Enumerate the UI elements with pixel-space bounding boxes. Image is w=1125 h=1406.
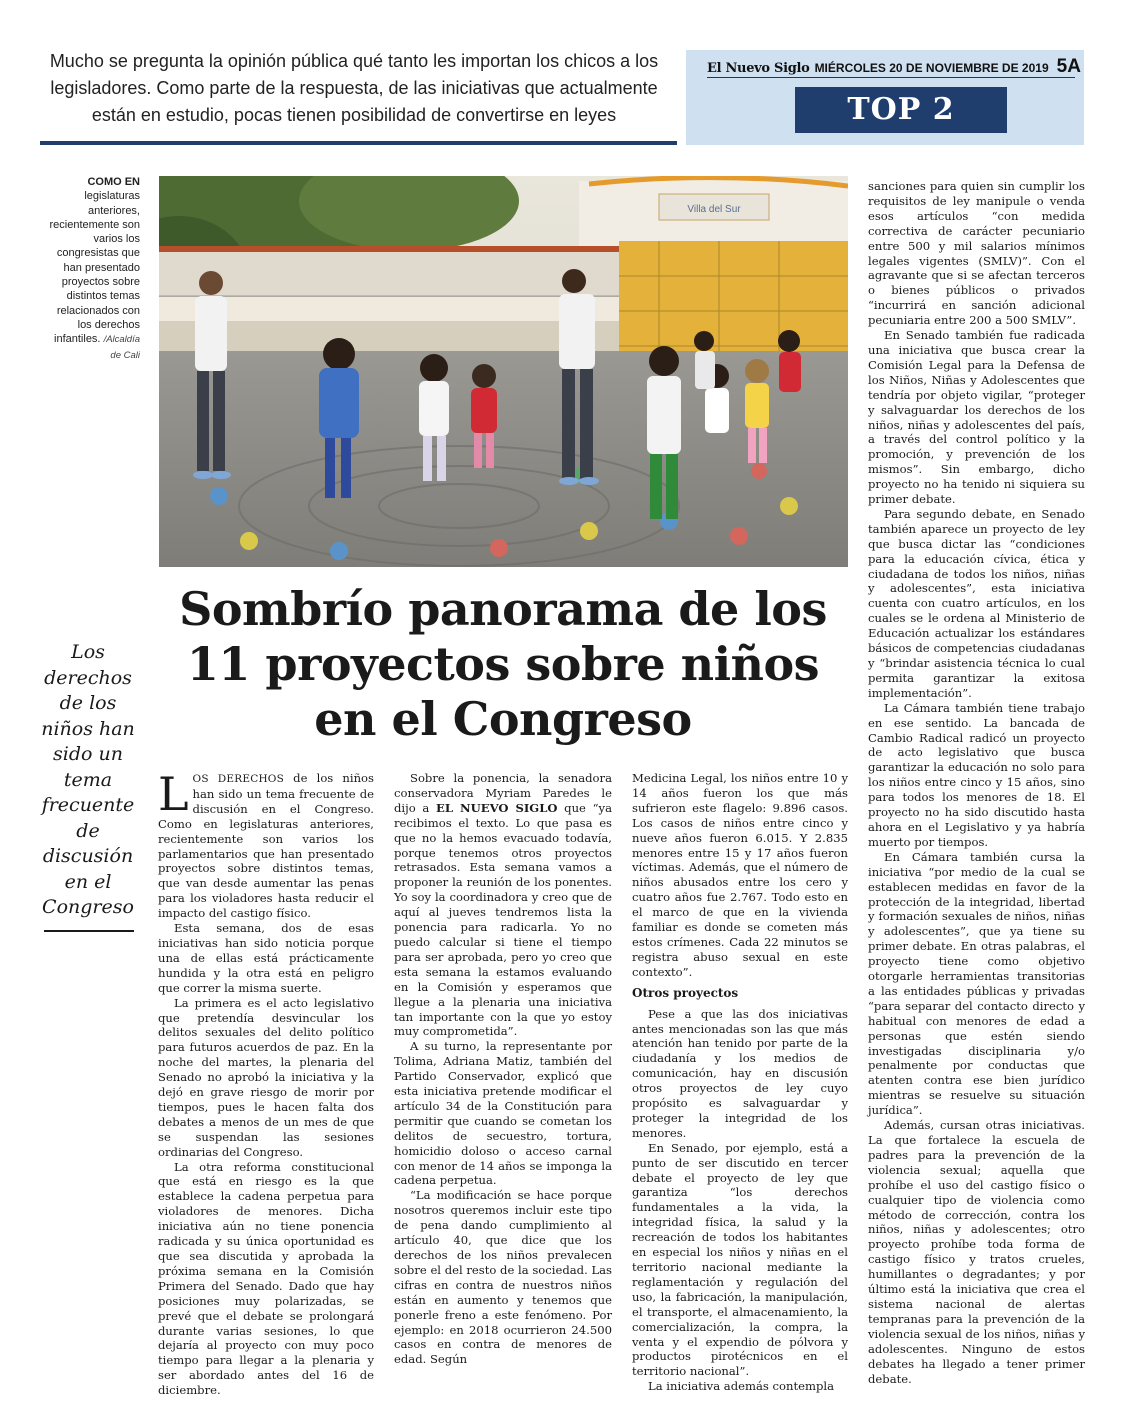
caption-body: legislaturas anteriores, recientemente son varios los congresistas que han presentado proyectos sobre distintos temas relacionados con los derechos infantiles. bbox=[49, 190, 140, 346]
article-paragraph: La otra reforma constitucional que está en riesgo es la que establece la cadena perpetua para violadores de menores. Dicha iniciativa aún no tiene ponencia radicada y su única oportunidad es que sea discutida y aprobada la próxima semana en la Comisión Primera del Senado. Dado que hay posiciones muy polarizadas, se prevé que el debate se prolongará durante varias sesiones, lo que dejaría al proyecto con muy poco tiempo para llegar a la plenaria y ser abordado antes del 16 de diciembre. bbox=[158, 1159, 374, 1398]
article-paragraph: En Senado también fue radicada una iniciativa que busca crear la Comisión Legal para la Defensa de los Niños, Niñas y Adolescentes que tendría por objeto vigilar, “proteger y salvaguardar los derechos de los niños, niñas y adolescentes del país, a través del control político y la promoción, y prevención de los mismos”. Sin embargo, dicho proyecto no ha tenido ni siquiera su primer debate. bbox=[868, 328, 1085, 507]
playground-scene-image bbox=[159, 176, 848, 567]
article-paragraph: “La modificación se hace porque nosotros queremos incluir este tipo de pena dando cumplimiento al artículo 40, que dice que los derechos de los niños prevalecen sobre el del resto de la sociedad. Las cifras en contra de nuestros niños están en aumento y tenemos que ponerle freno a este fenómeno. Por ejemplo: en 2018 ocurrieron 24.500 casos en contra de menores de edad. Según bbox=[394, 1188, 612, 1367]
article-paragraph: La iniciativa además contempla bbox=[648, 1379, 835, 1394]
newspaper-brand: El Nuevo Siglo bbox=[707, 61, 810, 76]
article-paragraph: En Cámara también cursa la iniciativa “por medio de la cual se establecen medidas en favor de la protección de la integridad, libertad y formación sexuales de niños, niñas y adolescentes”, que ya tiene su primer debate. En otras palabras, el proyecto tiene como objetivo otorgarle herramientas transitorias a las entidades públicas y privadas “para separar del contacto directo y habitual con menores de edad a personas que estén siendo investigadas disciplinaria y/o penalmente por conductas que atenten contra ese bien jurídico mientras se resuelve su situación jurídica”. bbox=[868, 849, 1085, 1118]
article-subhead: Otros proyectos bbox=[632, 985, 739, 1000]
article-column-1 bbox=[158, 767, 374, 1398]
issue-date: MIÉRCOLES 20 DE NOVIEMBRE DE 2019 bbox=[814, 61, 1049, 75]
article-paragraph: En Senado, por ejemplo, está a punto de ser discutido en tercer debate el proyecto de ley que garantiza “los derechos fundamentales a la vida, la integridad física, la salud y la recreación de todos los habitantes en especial los niños y niñas en el territorio nacional mediante la reglamentación y regulación del uso, la fabricación, la manipulación, el transporte, el almacenamiento, la comercialización, la compra, la venta y el expendio de pólvora y productos pirotécnicos en el territorio nacional”. bbox=[632, 1140, 848, 1379]
masthead-rule bbox=[707, 77, 1075, 78]
section-badge: TOP 2 bbox=[795, 87, 1007, 133]
article-paragraph: Sobre la ponencia, la senadora conservadora Myriam Paredes le dijo a EL NUEVO SIGLO que “ya recibimos el texto. Lo que pasa es que no la hemos evacuado todavía, porque tenemos otros proyectos retrasados. Esta semana vamos a proponer la reunión de los ponentes. Yo soy la coordinadora y creo que de aquí al jueves tendremos lista la ponencia para radicarla. Yo no puedo calcular si tiene el tiempo para ser aprobada, pero yo creo que esta semana la estamos evaluando en la Comisión y esperamos que llegue a la plenaria una iniciativa tan importante con la que yo estoy muy comprometida”. bbox=[394, 771, 612, 1039]
article-column-2 bbox=[394, 771, 612, 1367]
intro-divider bbox=[40, 141, 677, 145]
page-number: 5A bbox=[1056, 56, 1081, 77]
article-paragraph: Además, cursan otras iniciativas. La que fortalece la escuela de padres para la prevención de la violencia sexual; aquella que prohíbe el uso del castigo físico o cualquier tipo de violencia como método de corrección, contra los niños, niñas y adolescentes; otro proyecto prohíbe toda forma de castigo físico y tratos crueles, humillantes o degradantes; y por último está la iniciativa que crea el sistema nacional de alertas tempranas para la prevención de la violencia sexual de los niños, niñas y adolescentes. Ninguno de estos debates ha llegado a tener primer debate. bbox=[868, 1118, 1085, 1386]
article-paragraph: La primera es el acto legislativo que pretendía desvincular los delitos sexuales del delito político para futuros acuerdos de paz. En la noche del martes, la plenaria del Senado no aprobó la iniciativa y la dejó en grave riesgo de morir por tiempos, pues le hacen falta dos debates a menos de un mes de que se suspendan las sesiones ordinarias del Congreso. bbox=[158, 995, 374, 1159]
article-photo bbox=[159, 176, 848, 567]
photo-credit: /Alcaldía de Cali bbox=[103, 334, 140, 361]
article-paragraph: A su turno, la representante por Tolima, Adriana Matiz, también del Partido Conservador, explicó que esta iniciativa pretende modificar el artículo 34 de la Constitución para permitir que cuando se cometan los delitos de secuestro, tortura, homicidio doloso o acceso carnal con menor de 14 años se imponga la cadena perpetua. bbox=[394, 1039, 612, 1188]
article-column-4 bbox=[868, 179, 1085, 1386]
drop-cap: L bbox=[158, 767, 189, 821]
article-headline: Sombrío panorama de los 11 proyectos sobre niños en el Congreso bbox=[179, 582, 827, 746]
article-paragraph: Medicina Legal, los niños entre 10 y 14 años fueron los que más sufrieron este flagelo: 9.896 casos. Los casos de niños entre cinco y nueve años fueron 6.015. Y 2.835 menores entre 15 y 17 años fueron víctimas. Además, que el número de niños abusados entre los cero y cuatro años fue 2.767. Todo esto en el marco de que en la vivienda familiar es donde se cometen más estos crímenes. Cada 22 minutos se registra abuso sexual en este contexto”. bbox=[632, 771, 848, 979]
caption-lead: COMO EN bbox=[87, 176, 140, 188]
article-paragraph: Para segundo debate, en Senado también aparece un proyecto de ley que busca dictar las “condiciones para la educación cívica, ética y ciudadana de todos los niños, niñas y adolescentes”, esta iniciativa cuenta con cuatro artículos, en los cuales se le ordena al Ministerio de Educación actualizar los estándares básicos de competencias ciudadanas y “brindar asistencia técnica lo cual permita garantizar la exitosa implementación”. bbox=[868, 506, 1085, 700]
article-paragraph: La Cámara también tiene trabajo en ese sentido. La bancada de Cambio Radical radicó un proyecto de acto legislativo que busca garantizar la educación no solo para los niños entre cinco y 15 años, sino para todos los menores de 18. El proyecto no ha sido discutido hasta ahora en el Legislativo y ya habría muerto por tiempos. bbox=[868, 700, 1085, 849]
photo-caption bbox=[46, 175, 140, 363]
article-column-3 bbox=[632, 771, 848, 1394]
masthead bbox=[707, 56, 1081, 78]
article-paragraph: LOS DERECHOS de los niños han sido un tema frecuente de discusión en el Congreso. Como en legislaturas anteriores, recientemente son varios los parlamentarios que han presentado proyectos sobre distintos temas, que van desde aumentar las penas para los violadores hasta reducir el impacto del castigo físico. bbox=[158, 767, 374, 921]
pull-quote: Los derechos de los niños han sido un tema frecuente de discusión en el Congreso bbox=[41, 641, 135, 918]
pull-quote-rule bbox=[44, 930, 134, 932]
lead-in-caps: OS DERECHOS bbox=[192, 773, 285, 785]
sign-text: Villa del Sur bbox=[687, 204, 741, 215]
article-paragraph: Pese a que las dos iniciativas antes mencionadas son las que más atención han tenido por parte de la ciudadanía y los medios de comunicación, hay en discusión otros proyectos de ley cuyo propósito es salvaguardar y proteger la integridad de los menores. bbox=[632, 1006, 848, 1140]
intro-deck: Mucho se pregunta la opinión pública qué tanto les importan los chicos a los legisladores. Como parte de la respuesta, de las iniciativas que actualmente están en estudio, pocas tienen posibilidad de convertirse en leyes bbox=[49, 51, 659, 125]
article-paragraph: Esta semana, dos de esas iniciativas han sido noticia porque una de ellas está prácticamente hundida y la otra está en peligro que correr la misma suerte. bbox=[158, 921, 374, 995]
newspaper-brand-mention: EL NUEVO SIGLO bbox=[436, 800, 558, 815]
article-paragraph: sanciones para quien sin cumplir los requisitos de ley manipule o venda esos artículos “con medida correctiva de carácter pecuniario entre 500 y mil salarios mínimos legales vigentes (SMLV)”. Con el agravante que si se afectan terceros o bienes públicos o privados “incurrirá en sanción adicional pecuniaria entre 200 a 500 SMLV”. bbox=[868, 179, 1085, 328]
